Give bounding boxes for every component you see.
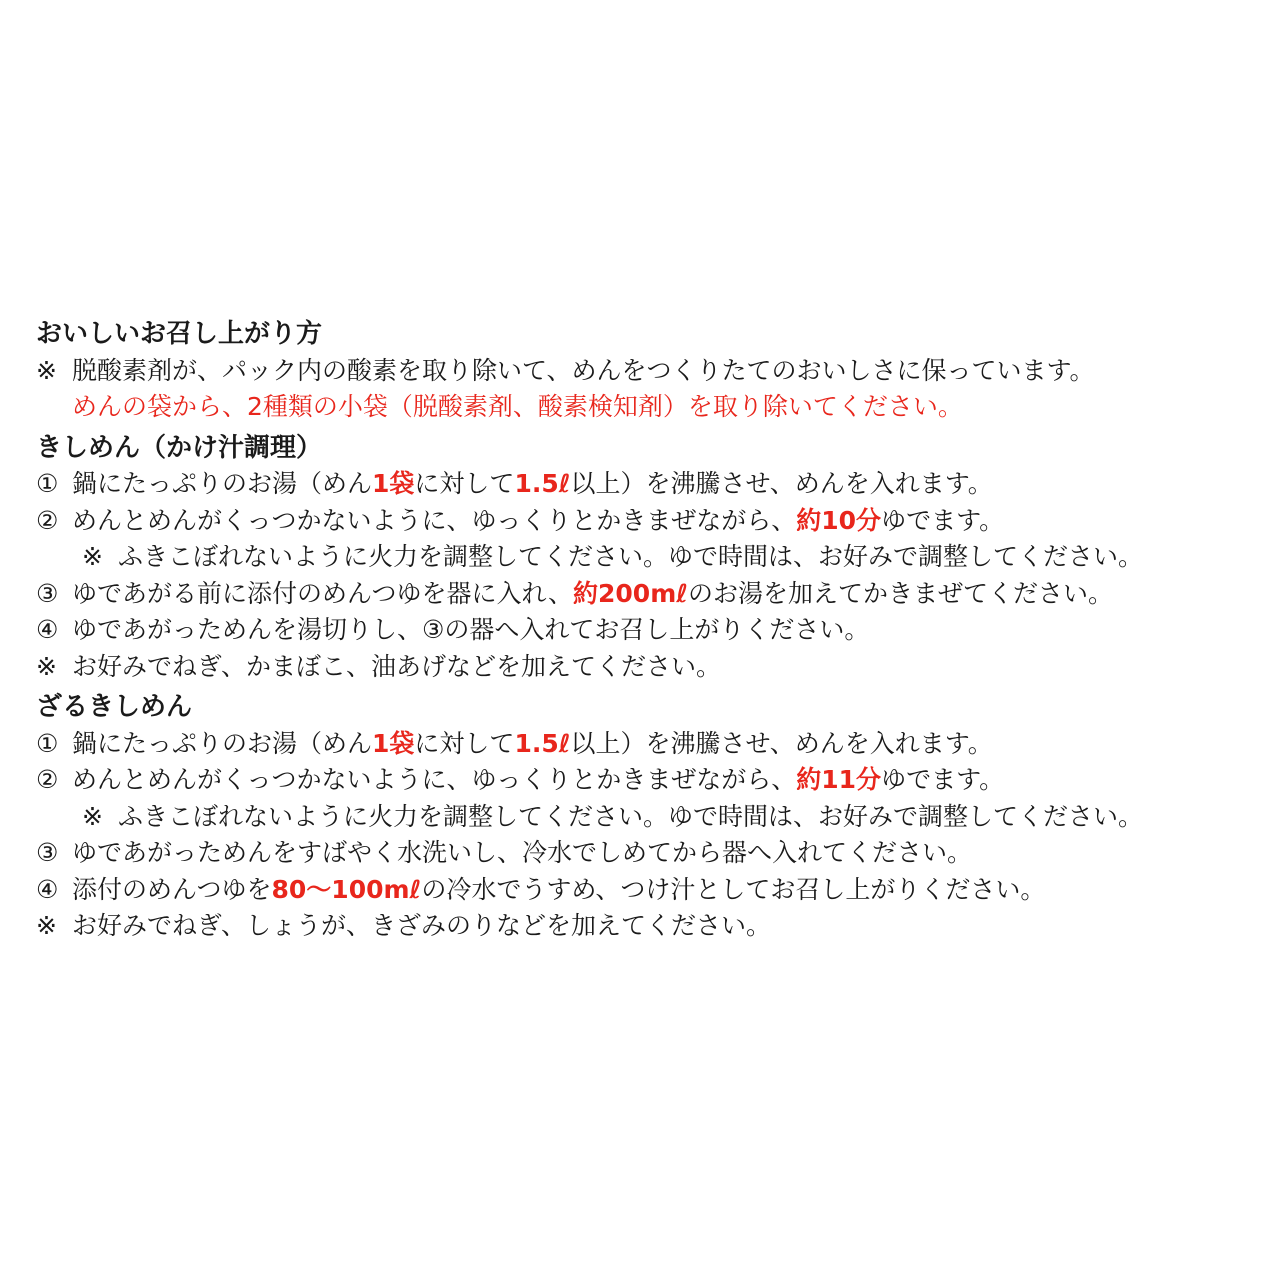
highlight-amount: 1袋 [372, 469, 415, 498]
cooking-instructions [36, 316, 1256, 945]
step-number: ④ [36, 874, 59, 904]
kishimen-step-2-note [36, 539, 1256, 576]
zaru-step-2 [36, 762, 1256, 799]
zaru-step-1 [36, 726, 1256, 763]
note-text: 脱酸素剤が、パック内の酸素を取り除いて、めんをつくりたてのおいしさに保っています。 [72, 355, 1095, 385]
step-text: ゆであがっためんをすばやく水洗いし、冷水でしめてから器へ入れてください。 [72, 838, 973, 867]
highlight-volume: 1.5ℓ [514, 469, 571, 498]
section-title-text: ざるきしめん [36, 692, 193, 722]
note-text: お好みでねぎ、しょうが、きざみのりなどを加えてください。 [72, 911, 772, 940]
note-mark: ※ [36, 911, 57, 940]
step-text-part: に対して [414, 469, 515, 498]
highlight-volume: 80〜100mℓ [271, 874, 422, 904]
highlight-volume: 1.5ℓ [514, 728, 571, 758]
step-text-part: 鍋にたっぷりのお湯（めん [72, 469, 373, 498]
section-title-how-to-eat [36, 316, 1256, 353]
step-number: ② [36, 765, 59, 794]
step-text [72, 466, 993, 503]
zaru-topping-note [36, 908, 1256, 945]
zaru-step-2-note [36, 799, 1256, 836]
zaru-step-3 [36, 835, 1256, 872]
step-text-part: めんとめんがくっつかないように、ゆっくりとかきまぜながら、 [72, 765, 797, 794]
kishimen-step-4 [36, 612, 1256, 649]
step-text-part: ゆでます。 [881, 765, 1005, 794]
step-text-part: の冷水でうすめ、つけ汁としてお召し上がりください。 [421, 874, 1046, 904]
note-mark: ※ [36, 355, 57, 385]
step-number: ① [36, 469, 59, 498]
highlight-volume: 約200mℓ [573, 578, 689, 608]
oxygen-absorber-note [36, 353, 1256, 390]
note-mark: ※ [82, 542, 103, 571]
highlight-time: 約10分 [796, 505, 882, 535]
step-text-part: 鍋にたっぷりのお湯（めん [72, 728, 373, 758]
section-title-text: おいしいお召し上がり方 [36, 319, 323, 349]
section-title-text: きしめん（かけ汁調理） [36, 432, 323, 463]
step-text [72, 726, 993, 763]
step-text [72, 762, 1004, 799]
step-text-part: 添付のめんつゆを [72, 874, 272, 904]
note-mark: ※ [36, 651, 57, 681]
step-text [72, 503, 1004, 540]
warning-text: めんの袋から、2種類の小袋（脱酸素剤、酸素検知剤）を取り除いてください。 [72, 392, 963, 421]
step-text [72, 872, 1045, 909]
kishimen-step-2 [36, 503, 1256, 540]
note-text: ふきこぼれないように火力を調整してください。ゆで時間は、お好みで調整してください。 [118, 801, 1144, 831]
step-text-part: ゆでます。 [881, 505, 1005, 535]
kishimen-topping-note [36, 649, 1256, 686]
step-number: ④ [36, 615, 59, 644]
step-text [72, 576, 1113, 613]
note-text: お好みでねぎ、かまぼこ、油あげなどを加えてください。 [72, 651, 722, 681]
remove-packets-warning [36, 389, 1256, 426]
step-text-part: のお湯を加えてかきまぜてください。 [688, 578, 1114, 608]
section-title-zaru-kishimen [36, 689, 1256, 726]
step-text-part: ゆであがる前に添付のめんつゆを器に入れ、 [72, 578, 574, 608]
step-number: ③ [36, 838, 59, 867]
highlight-time: 約11分 [796, 765, 882, 794]
step-number: ③ [36, 578, 59, 608]
step-text-part: めんとめんがくっつかないように、ゆっくりとかきまぜながら、 [72, 505, 797, 535]
highlight-amount: 1袋 [372, 728, 415, 758]
kishimen-step-1 [36, 466, 1256, 503]
step-text: ゆであがっためんを湯切りし、③の器へ入れてお召し上がりください。 [72, 615, 870, 644]
step-number: ② [36, 505, 59, 535]
kishimen-step-3 [36, 576, 1256, 613]
note-text: ふきこぼれないように火力を調整してください。ゆで時間は、お好みで調整してください。 [118, 542, 1144, 571]
section-title-kishimen [36, 430, 1256, 467]
step-text-part: 以上）を沸騰させ、めんを入れます。 [570, 728, 993, 758]
note-mark: ※ [82, 801, 103, 831]
step-text-part: 以上）を沸騰させ、めんを入れます。 [570, 469, 993, 498]
step-number: ① [36, 728, 59, 758]
step-text-part: に対して [414, 728, 515, 758]
zaru-step-4 [36, 872, 1256, 909]
